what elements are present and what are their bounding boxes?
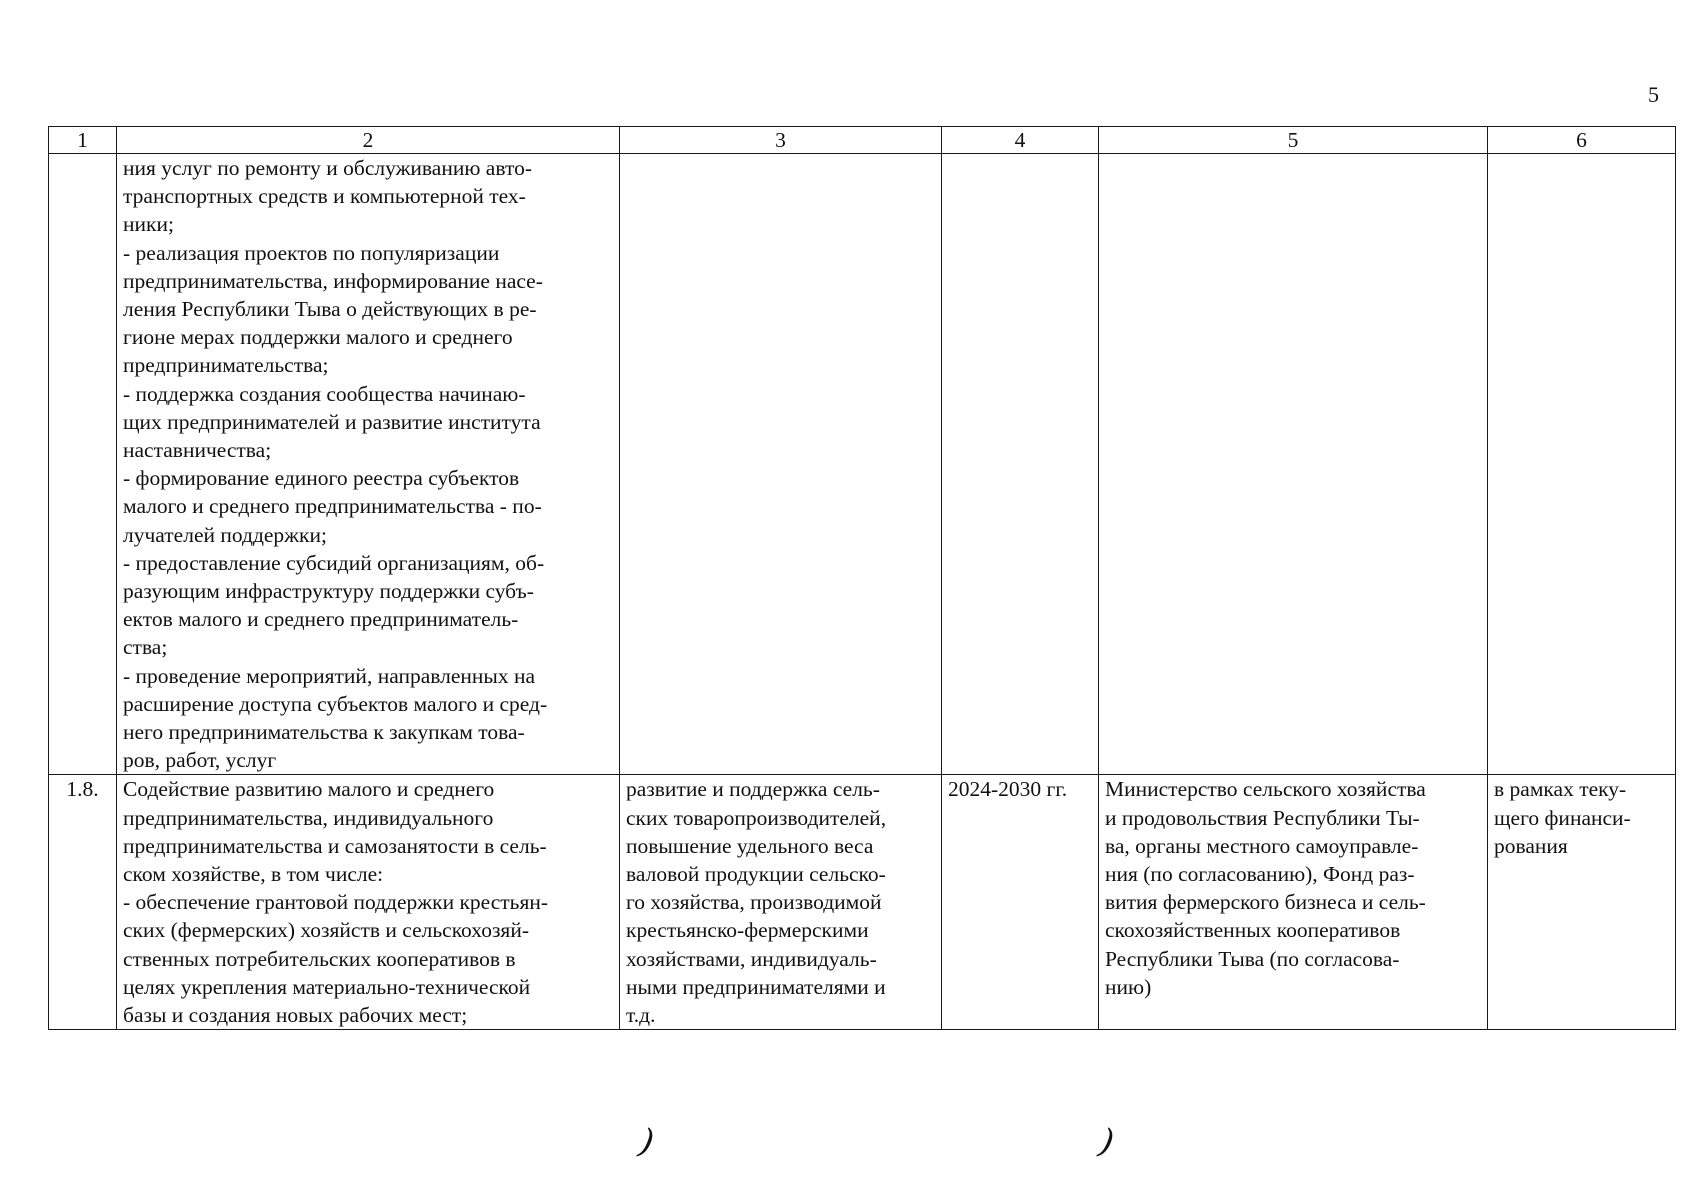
text-line: т.д. <box>626 1003 656 1028</box>
header-col-2: 2 <box>117 127 620 154</box>
text-line: наставничества; <box>123 438 272 463</box>
text-line: целях укрепления материально-технической <box>123 974 531 999</box>
header-col-4: 4 <box>942 127 1099 154</box>
text-line: ском хозяйстве, в том числе: <box>123 862 384 887</box>
header-col-6: 6 <box>1488 127 1676 154</box>
table-row-1-8 <box>49 775 1676 1030</box>
text-line: предпринимательства, индивидуального <box>123 805 494 830</box>
text-line: ники; <box>123 212 174 237</box>
expected-result-cell <box>620 775 942 1030</box>
text-line: и продовольствия Республики Ты- <box>1105 805 1420 830</box>
text-line: ектов малого и среднего предприниматель- <box>123 607 519 632</box>
text-line: ными предпринимателями и <box>626 974 886 999</box>
measure-description-text <box>123 775 615 1029</box>
text-line: - проведение мероприятий, направленных на <box>123 663 536 688</box>
text-line: Республики Тыва (по согласова- <box>1105 946 1400 971</box>
expected-result-text <box>626 775 937 1029</box>
measure-description-cell <box>117 775 620 1030</box>
continuation-result-cell <box>620 154 942 775</box>
text-line: предпринимательства и самозанятости в сель- <box>123 833 547 858</box>
text-line: ва, органы местного самоуправле- <box>1105 833 1419 858</box>
responsible-cell <box>1099 775 1488 1030</box>
text-line: расширение доступа субъектов малого и сред- <box>123 691 548 716</box>
text-line: него предпринимательства к закупкам това- <box>123 720 525 745</box>
text-line: развитие и поддержка сель- <box>626 777 880 802</box>
text-line: предпринимательства; <box>123 353 329 378</box>
responsible-text <box>1105 775 1483 1001</box>
funding-cell <box>1488 775 1676 1030</box>
text-line: щего финанси- <box>1494 805 1631 830</box>
text-line: предпринимательства, информирование насе- <box>123 268 543 293</box>
text-line: разующим инфраструктуру поддержки субъ- <box>123 579 534 604</box>
text-line: ния услуг по ремонту и обслуживанию авто- <box>123 156 532 180</box>
text-line: ских товаропроизводителей, <box>626 805 887 830</box>
text-line: ственных потребительских кооперативов в <box>123 946 516 971</box>
pen-mark-right: ) <box>1095 1121 1118 1163</box>
continuation-description-cell <box>117 154 620 775</box>
page-number: 5 <box>1648 82 1659 107</box>
text-line: Министерство сельского хозяйства <box>1105 777 1426 802</box>
text-line: вития фермерского бизнеса и сель- <box>1105 890 1426 915</box>
text-line: го хозяйства, производимой <box>626 890 882 915</box>
table-header-row <box>49 127 1676 154</box>
text-line: рования <box>1494 833 1568 858</box>
header-col-1: 1 <box>49 127 117 154</box>
header-col-5: 5 <box>1099 127 1488 154</box>
text-line: - поддержка создания сообщества начинаю- <box>123 381 526 406</box>
text-line: ских (фермерских) хозяйств и сельскохозяй- <box>123 918 529 943</box>
text-line: - реализация проектов по популяризации <box>123 240 500 265</box>
text-line: малого и среднего предпринимательства - по- <box>123 494 542 519</box>
header-col-3: 3 <box>620 127 942 154</box>
text-line: - предоставление субсидий организациям, об- <box>123 550 545 575</box>
text-line: транспортных средств и компьютерной тех- <box>123 184 526 209</box>
period-cell: 2024-2030 гг. <box>942 775 1099 1030</box>
continuation-period-cell <box>942 154 1099 775</box>
text-line: гионе мерах поддержки малого и среднего <box>123 325 513 350</box>
table-row-continuation <box>49 154 1676 775</box>
text-line: ления Республики Тыва о действующих в ре- <box>123 297 537 322</box>
text-line: базы и создания новых рабочих мест; <box>123 1003 468 1028</box>
continuation-description-text <box>123 154 615 774</box>
pen-mark-left: ) <box>635 1121 658 1163</box>
text-line: повышение удельного веса <box>626 833 874 858</box>
text-line: ния (по согласованию), Фонд раз- <box>1105 862 1415 887</box>
text-line: в рамках теку- <box>1494 777 1627 802</box>
continuation-funding-cell <box>1488 154 1676 775</box>
text-line: ров, работ, услуг <box>123 748 277 773</box>
text-line: валовой продукции сельско- <box>626 862 886 887</box>
continuation-responsible-cell <box>1099 154 1488 775</box>
text-line: ства; <box>123 635 168 660</box>
text-line: - формирование единого реестра субъектов <box>123 466 520 491</box>
text-line: лучателей поддержки; <box>123 522 327 547</box>
text-line: Содействие развитию малого и среднего <box>123 777 495 802</box>
funding-text <box>1494 775 1671 860</box>
continuation-number-cell <box>49 154 117 775</box>
measures-table <box>48 126 1676 1030</box>
row-number-cell: 1.8. <box>49 775 117 1030</box>
text-line: хозяйствами, индивидуаль- <box>626 946 877 971</box>
text-line: скохозяйственных кооперативов <box>1105 918 1401 943</box>
text-line: крестьянско-фермерскими <box>626 918 869 943</box>
text-line: - обеспечение грантовой поддержки крестьян- <box>123 890 549 915</box>
text-line: щих предпринимателей и развитие института <box>123 409 541 434</box>
text-line: нию) <box>1105 974 1152 999</box>
